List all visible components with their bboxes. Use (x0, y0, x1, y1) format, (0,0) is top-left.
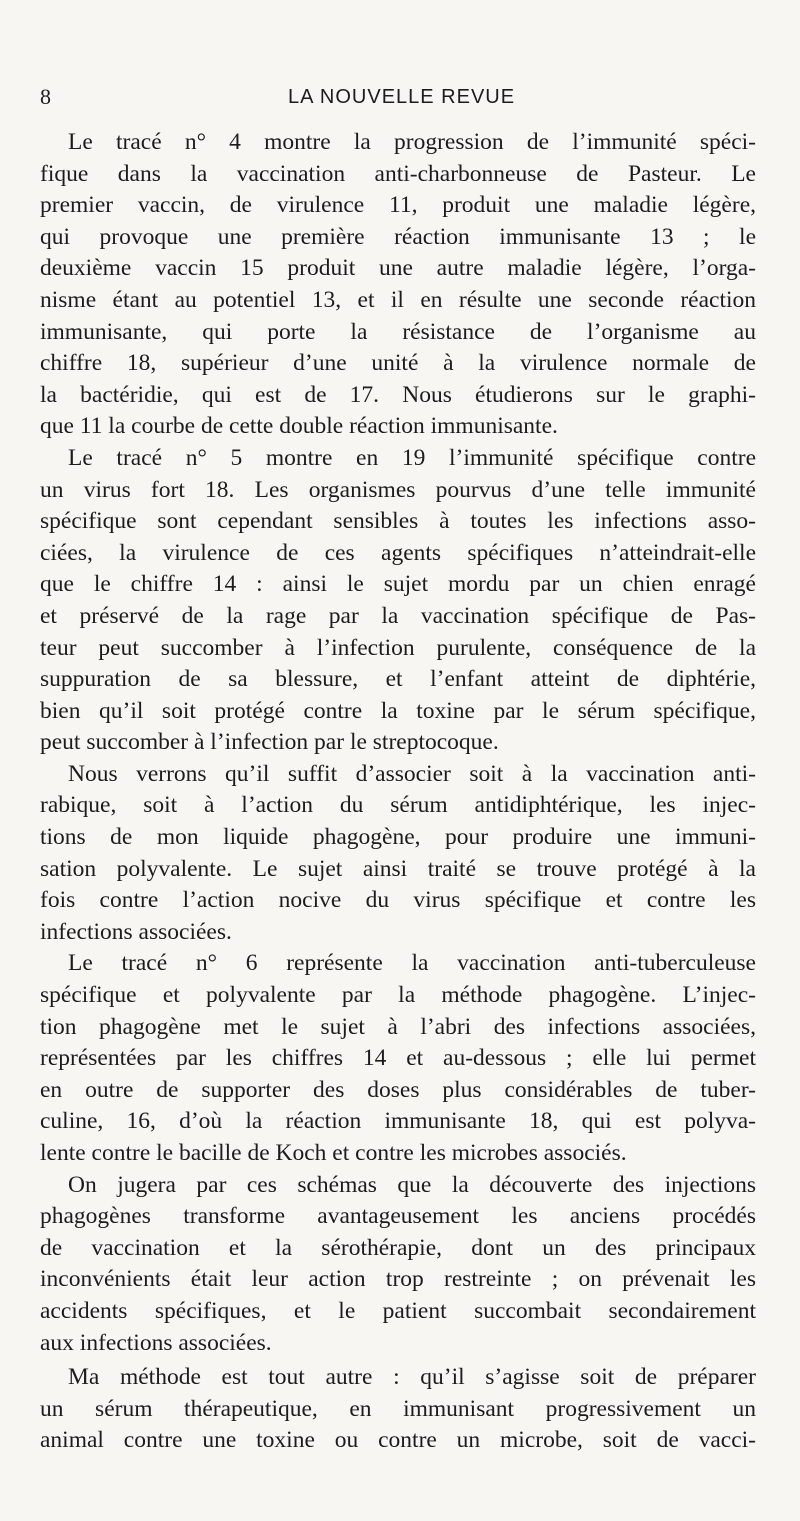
text-line: tions de mon liquide phagogène, pour produire une immuni- (40, 824, 756, 851)
text-line: un sérum thérapeutique, en immunisant progressivement un (40, 1395, 756, 1422)
text-line: spécifique et polyvalente par la méthode phagogène. L’injec- (40, 982, 756, 1009)
text-line: et préservé de la rage par la vaccination spécifique de Pas- (40, 602, 756, 629)
paragraph (40, 127, 756, 443)
text-line: qui provoque une première réaction immunisante 13 ; le (40, 223, 756, 250)
text-line: animal contre une toxine ou contre un microbe, soit de vacci- (40, 1427, 756, 1454)
text-line: chiffre 18, supérieur d’une unité à la virulence normale de (40, 350, 756, 377)
text-line: ciées, la virulence de ces agents spécifiques n’atteindrait-elle (40, 539, 756, 566)
text-line: sation polyvalente. Le sujet ainsi traité se trouve protégé à la (40, 855, 756, 882)
text-line: lente contre le bacille de Koch et contre les microbes associés. (40, 1140, 627, 1166)
text-line: aux infections associées. (40, 1329, 272, 1356)
text-line: tion phagogène met le sujet à l’abri des infections associées, (40, 1013, 756, 1040)
text-line: phagogènes transforme avantageusement les anciens procédés (40, 1203, 756, 1230)
text-line: On jugera par ces schémas que la découverte des injections (68, 1171, 756, 1198)
paragraph (40, 1170, 756, 1360)
text-line: immunisante, qui porte la résistance de l’organisme au (40, 318, 756, 345)
paragraph (40, 1362, 756, 1457)
text-line: premier vaccin, de virulence 11, produit une maladie légère, (40, 192, 756, 219)
text-line: représentées par les chiffres 14 et au-dessous ; elle lui permet (40, 1045, 756, 1072)
page-header (40, 84, 760, 114)
text-line: inconvénients était leur action trop restreinte ; on prévenait les (40, 1266, 756, 1293)
text-line: teur peut succomber à l’infection purulente, conséquence de la (40, 634, 756, 661)
text-line: deuxième vaccin 15 produit une autre maladie légère, l’orga- (40, 255, 756, 282)
text-line: spécifique sont cependant sensibles à toutes les infections asso- (40, 508, 756, 535)
text-line: la bactéridie, qui est de 17. Nous étudierons sur le graphi- (40, 381, 756, 408)
paragraph (40, 759, 756, 949)
text-line: fique dans la vaccination anti-charbonneuse de Pasteur. Le (40, 160, 756, 187)
text-line: nisme étant au potentiel 13, et il en résulte une seconde réaction (40, 286, 756, 313)
running-title: LA NOUVELLE REVUE (288, 86, 516, 108)
text-line: un virus fort 18. Les organismes pourvus d’une telle immunité (40, 476, 756, 503)
text-line: peut succomber à l’infection par le streptocoque. (40, 729, 499, 756)
page-number: 8 (40, 84, 51, 109)
text-line: de vaccination et la sérothérapie, dont un des principaux (40, 1234, 756, 1261)
text-line: Le tracé n° 5 montre en 19 l’immunité spécifique contre (68, 444, 756, 471)
text-line: en outre de supporter des doses plus considérables de tuber- (40, 1076, 756, 1103)
text-line: Ma méthode est tout autre : qu’il s’agisse soit de préparer (68, 1364, 756, 1391)
text-line: Le tracé n° 6 représente la vaccination anti-tuberculeuse (68, 950, 756, 977)
text-line: rabique, soit à l’action du sérum antidiphtérique, les injec- (40, 792, 756, 819)
text-line: culine, 16, d’où la réaction immunisante 18, qui est polyva- (40, 1108, 756, 1135)
text-line: fois contre l’action nocive du virus spécifique et contre les (40, 887, 756, 914)
text-line: suppuration de sa blessure, et l’enfant atteint de diphtérie, (40, 666, 756, 693)
text-line: bien qu’il soit protégé contre la toxine par le sérum spécifique, (40, 697, 756, 724)
paragraph (40, 948, 756, 1169)
text-line: Nous verrons qu’il suffit d’associer soit à la vaccination anti- (68, 760, 756, 787)
text-line: accidents spécifiques, et le patient succombait secondairement (40, 1297, 756, 1324)
text-line: que 11 la courbe de cette double réaction immunisante. (40, 413, 558, 440)
text-line: Le tracé n° 4 montre la progression de l’immunité spéci- (68, 129, 756, 155)
paragraph (40, 443, 756, 759)
text-line: infections associées. (40, 918, 232, 945)
body-text (40, 127, 756, 1457)
text-line: que le chiffre 14 : ainsi le sujet mordu par un chien enragé (40, 571, 756, 598)
